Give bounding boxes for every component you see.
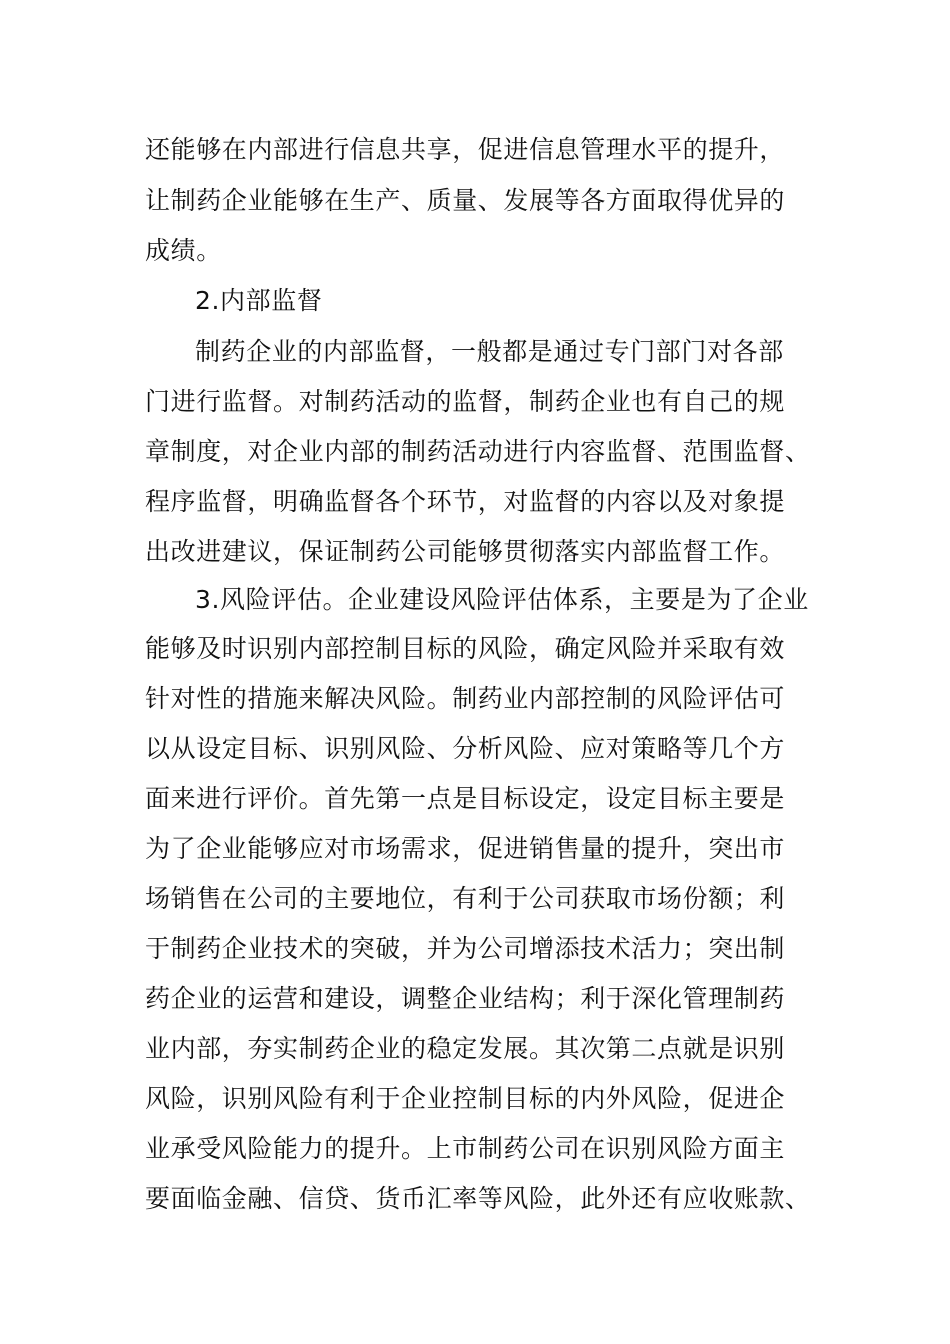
text-line: 风险，识别风险有利于企业控制目标的内外风险，促进企	[145, 1084, 786, 1113]
text-line: 业内部，夯实制药企业的稳定发展。其次第二点就是识别	[145, 1034, 786, 1063]
text-line: 针对性的措施来解决风险。制药业内部控制的风险评估可	[145, 684, 786, 713]
text-line: 门进行监督。对制药活动的监督，制药企业也有自己的规	[145, 387, 786, 416]
text-line: 药企业的运营和建设，调整企业结构；利于深化管理制药	[145, 984, 786, 1013]
text-line: 以从设定目标、识别风险、分析风险、应对策略等几个方	[145, 734, 786, 763]
text-line: 程序监督，明确监督各个环节，对监督的内容以及对象提	[145, 487, 786, 516]
text-line: 章制度，对企业内部的制药活动进行内容监督、范围监督、	[145, 437, 811, 466]
text-line: 3.风险评估。企业建设风险评估体系，主要是为了企业	[195, 585, 809, 614]
text-line: 业承受风险能力的提升。上市制药公司在识别风险方面主	[145, 1134, 786, 1163]
text-line: 要面临金融、信贷、货币汇率等风险，此外还有应收账款、	[145, 1184, 811, 1213]
text-line: 让制药企业能够在生产、质量、发展等各方面取得优异的	[145, 186, 786, 215]
text-line: 制药企业的内部监督，一般都是通过专门部门对各部	[195, 337, 784, 366]
text-line: 于制药企业技术的突破，并为公司增添技术活力；突出制	[145, 934, 786, 963]
text-line: 为了企业能够应对市场需求，促进销售量的提升，突出市	[145, 834, 786, 863]
section-heading: 2.内部监督	[195, 286, 323, 315]
text-line: 面来进行评价。首先第一点是目标设定，设定目标主要是	[145, 784, 786, 813]
text-line: 还能够在内部进行信息共享，促进信息管理水平的提升，	[145, 135, 786, 164]
text-line: 能够及时识别内部控制目标的风险，确定风险并采取有效	[145, 634, 786, 663]
text-line: 出改进建议，保证制药公司能够贯彻落实内部监督工作。	[145, 537, 786, 566]
text-line: 场销售在公司的主要地位，有利于公司获取市场份额；利	[145, 884, 786, 913]
text-line: 成绩。	[145, 236, 222, 265]
